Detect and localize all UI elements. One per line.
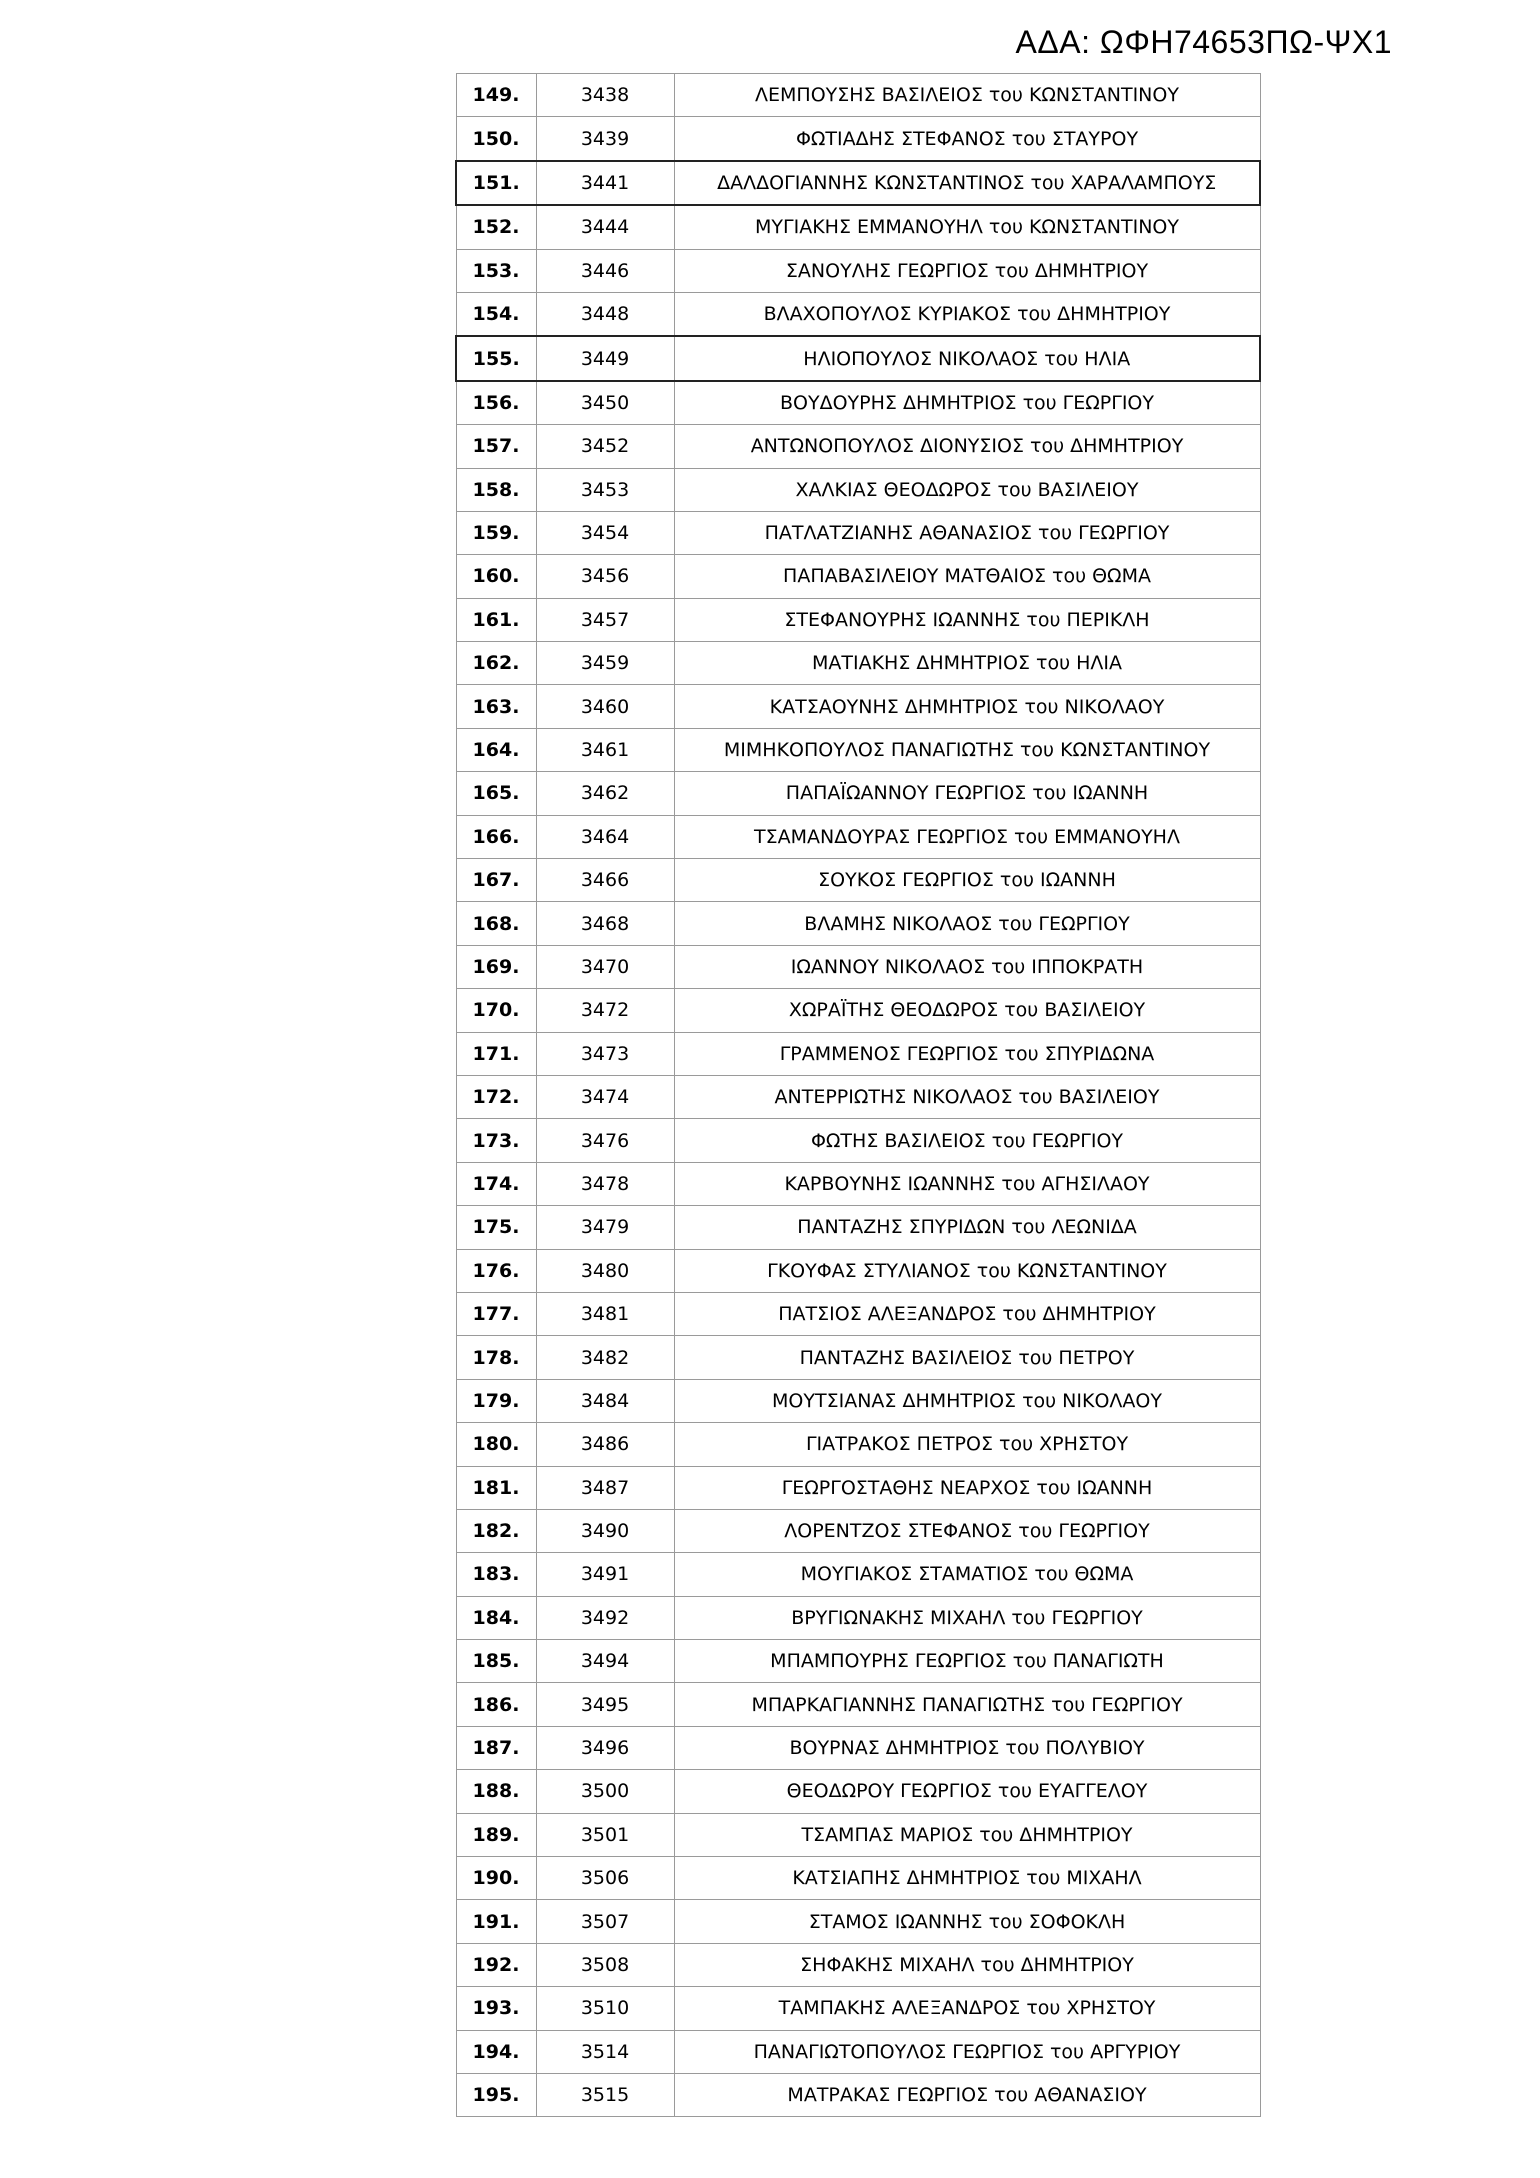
row-number: 178. (456, 1336, 536, 1379)
table-row (456, 1162, 1260, 1205)
row-name: ΣΤΑΜΟΣ ΙΩΑΝΝΗΣ του ΣΟΦΟΚΛΗ (674, 1900, 1260, 1943)
table-row (456, 425, 1260, 468)
row-code: 3456 (536, 555, 674, 598)
row-number: 163. (456, 685, 536, 728)
table-row (456, 1987, 1260, 2030)
row-name: ΠΑΤΣΙΟΣ ΑΛΕΞΑΝΔΡΟΣ του ΔΗΜΗΤΡΙΟΥ (674, 1292, 1260, 1335)
row-number: 171. (456, 1032, 536, 1075)
row-number: 154. (456, 292, 536, 336)
row-code: 3461 (536, 728, 674, 771)
row-code: 3495 (536, 1683, 674, 1726)
row-code: 3506 (536, 1857, 674, 1900)
row-name: ΤΑΜΠΑΚΗΣ ΑΛΕΞΑΝΔΡΟΣ του ΧΡΗΣΤΟΥ (674, 1987, 1260, 2030)
row-number: 181. (456, 1466, 536, 1509)
table-row (456, 1813, 1260, 1856)
row-name: ΒΛΑΜΗΣ ΝΙΚΟΛΑΟΣ του ΓΕΩΡΓΙΟΥ (674, 902, 1260, 945)
row-number: 188. (456, 1770, 536, 1813)
row-number: 173. (456, 1119, 536, 1162)
table-row (456, 1596, 1260, 1639)
row-name: ΙΩΑΝΝΟΥ ΝΙΚΟΛΑΟΣ του ΙΠΠΟΚΡΑΤΗ (674, 945, 1260, 988)
table-row (456, 336, 1260, 380)
ada-code: ΑΔΑ: ΩΦΗ74653ΠΩ-ΨΧ1 (1015, 24, 1392, 60)
table-row (456, 1075, 1260, 1118)
table-row (456, 1640, 1260, 1683)
table-row (456, 1119, 1260, 1162)
row-number: 156. (456, 381, 536, 425)
row-name: ΓΙΑΤΡΑΚΟΣ ΠΕΤΡΟΣ του ΧΡΗΣΤΟΥ (674, 1423, 1260, 1466)
table-row (456, 902, 1260, 945)
table-row (456, 1509, 1260, 1552)
row-code: 3507 (536, 1900, 674, 1943)
table-row (456, 468, 1260, 511)
row-code: 3476 (536, 1119, 674, 1162)
table-row (456, 205, 1260, 249)
row-name: ΒΛΑΧΟΠΟΥΛΟΣ ΚΥΡΙΑΚΟΣ του ΔΗΜΗΤΡΙΟΥ (674, 292, 1260, 336)
row-code: 3473 (536, 1032, 674, 1075)
row-name: ΚΑΤΣΑΟΥΝΗΣ ΔΗΜΗΤΡΙΟΣ του ΝΙΚΟΛΑΟΥ (674, 685, 1260, 728)
row-number: 158. (456, 468, 536, 511)
row-code: 3510 (536, 1987, 674, 2030)
row-number: 194. (456, 2030, 536, 2073)
row-number: 177. (456, 1292, 536, 1335)
row-code: 3466 (536, 859, 674, 902)
row-number: 186. (456, 1683, 536, 1726)
row-code: 3449 (536, 336, 674, 380)
row-code: 3484 (536, 1379, 674, 1422)
row-code: 3454 (536, 511, 674, 554)
row-number: 184. (456, 1596, 536, 1639)
row-code: 3439 (536, 117, 674, 161)
row-code: 3438 (536, 74, 674, 117)
row-code: 3514 (536, 2030, 674, 2073)
row-code: 3501 (536, 1813, 674, 1856)
row-name: ΧΑΛΚΙΑΣ ΘΕΟΔΩΡΟΣ του ΒΑΣΙΛΕΙΟΥ (674, 468, 1260, 511)
row-code: 3453 (536, 468, 674, 511)
table-row (456, 2030, 1260, 2073)
row-name: ΒΟΥΔΟΥΡΗΣ ΔΗΜΗΤΡΙΟΣ του ΓΕΩΡΓΙΟΥ (674, 381, 1260, 425)
row-name: ΠΑΠΑΪΩΑΝΝΟΥ ΓΕΩΡΓΙΟΣ του ΙΩΑΝΝΗ (674, 772, 1260, 815)
row-number: 159. (456, 511, 536, 554)
row-number: 192. (456, 1943, 536, 1986)
row-number: 179. (456, 1379, 536, 1422)
row-number: 160. (456, 555, 536, 598)
row-code: 3500 (536, 1770, 674, 1813)
table-row (456, 1379, 1260, 1422)
row-name: ΦΩΤΗΣ ΒΑΣΙΛΕΙΟΣ του ΓΕΩΡΓΙΟΥ (674, 1119, 1260, 1162)
table-row (456, 1249, 1260, 1292)
row-code: 3452 (536, 425, 674, 468)
row-name: ΜΑΤΡΑΚΑΣ ΓΕΩΡΓΙΟΣ του ΑΘΑΝΑΣΙΟΥ (674, 2073, 1260, 2116)
row-name: ΓΕΩΡΓΟΣΤΑΘΗΣ ΝΕΑΡΧΟΣ του ΙΩΑΝΝΗ (674, 1466, 1260, 1509)
table-row (456, 249, 1260, 292)
table-row (456, 1206, 1260, 1249)
table-row (456, 685, 1260, 728)
row-name: ΜΠΑΡΚΑΓΙΑΝΝΗΣ ΠΑΝΑΓΙΩΤΗΣ του ΓΕΩΡΓΙΟΥ (674, 1683, 1260, 1726)
table-row (456, 1292, 1260, 1335)
table-row (456, 1683, 1260, 1726)
row-code: 3462 (536, 772, 674, 815)
row-number: 170. (456, 989, 536, 1032)
row-name: ΧΩΡΑΪΤΗΣ ΘΕΟΔΩΡΟΣ του ΒΑΣΙΛΕΙΟΥ (674, 989, 1260, 1032)
table-row (456, 815, 1260, 858)
row-code: 3470 (536, 945, 674, 988)
roster-table (455, 73, 1261, 2117)
row-name: ΠΑΠΑΒΑΣΙΛΕΙΟΥ ΜΑΤΘΑΙΟΣ του ΘΩΜΑ (674, 555, 1260, 598)
row-name: ΚΑΤΣΙΑΠΗΣ ΔΗΜΗΤΡΙΟΣ του ΜΙΧΑΗΛ (674, 1857, 1260, 1900)
row-code: 3479 (536, 1206, 674, 1249)
row-code: 3446 (536, 249, 674, 292)
row-number: 182. (456, 1509, 536, 1552)
row-number: 169. (456, 945, 536, 988)
row-name: ΜΠΑΜΠΟΥΡΗΣ ΓΕΩΡΓΙΟΣ του ΠΑΝΑΓΙΩΤΗ (674, 1640, 1260, 1683)
row-code: 3481 (536, 1292, 674, 1335)
row-code: 3490 (536, 1509, 674, 1552)
row-name: ΠΑΝΤΑΖΗΣ ΣΠΥΡΙΔΩΝ του ΛΕΩΝΙΔΑ (674, 1206, 1260, 1249)
row-number: 193. (456, 1987, 536, 2030)
table-row (456, 859, 1260, 902)
row-number: 167. (456, 859, 536, 902)
table-row (456, 161, 1260, 205)
row-number: 153. (456, 249, 536, 292)
row-name: ΜΟΥΓΙΑΚΟΣ ΣΤΑΜΑΤΙΟΣ του ΘΩΜΑ (674, 1553, 1260, 1596)
row-name: ΜΙΜΗΚΟΠΟΥΛΟΣ ΠΑΝΑΓΙΩΤΗΣ του ΚΩΝΣΤΑΝΤΙΝΟΥ (674, 728, 1260, 771)
row-number: 176. (456, 1249, 536, 1292)
row-number: 168. (456, 902, 536, 945)
row-number: 162. (456, 642, 536, 685)
row-code: 3482 (536, 1336, 674, 1379)
row-name: ΜΟΥΤΣΙΑΝΑΣ ΔΗΜΗΤΡΙΟΣ του ΝΙΚΟΛΑΟΥ (674, 1379, 1260, 1422)
table-row (456, 74, 1260, 117)
row-number: 151. (456, 161, 536, 205)
row-code: 3480 (536, 1249, 674, 1292)
row-name: ΘΕΟΔΩΡΟΥ ΓΕΩΡΓΙΟΣ του ΕΥΑΓΓΕΛΟΥ (674, 1770, 1260, 1813)
row-name: ΜΥΓΙΑΚΗΣ ΕΜΜΑΝΟΥΗΛ του ΚΩΝΣΤΑΝΤΙΝΟΥ (674, 205, 1260, 249)
table-row (456, 772, 1260, 815)
row-code: 3492 (536, 1596, 674, 1639)
row-number: 150. (456, 117, 536, 161)
row-number: 183. (456, 1553, 536, 1596)
table-row (456, 117, 1260, 161)
table-row (456, 1423, 1260, 1466)
row-code: 3459 (536, 642, 674, 685)
row-code: 3444 (536, 205, 674, 249)
row-name: ΤΣΑΜΑΝΔΟΥΡΑΣ ΓΕΩΡΓΙΟΣ του ΕΜΜΑΝΟΥΗΛ (674, 815, 1260, 858)
row-number: 185. (456, 1640, 536, 1683)
table-row (456, 292, 1260, 336)
row-code: 3515 (536, 2073, 674, 2116)
row-number: 191. (456, 1900, 536, 1943)
row-number: 165. (456, 772, 536, 815)
row-name: ΣΗΦΑΚΗΣ ΜΙΧΑΗΛ του ΔΗΜΗΤΡΙΟΥ (674, 1943, 1260, 1986)
table-row (456, 728, 1260, 771)
row-number: 189. (456, 1813, 536, 1856)
table-row (456, 1032, 1260, 1075)
row-code: 3478 (536, 1162, 674, 1205)
row-code: 3457 (536, 598, 674, 641)
table-row (456, 1726, 1260, 1769)
row-code: 3474 (536, 1075, 674, 1118)
row-code: 3441 (536, 161, 674, 205)
row-name: ΣΑΝΟΥΛΗΣ ΓΕΩΡΓΙΟΣ του ΔΗΜΗΤΡΙΟΥ (674, 249, 1260, 292)
row-code: 3468 (536, 902, 674, 945)
row-name: ΠΑΝΤΑΖΗΣ ΒΑΣΙΛΕΙΟΣ του ΠΕΤΡΟΥ (674, 1336, 1260, 1379)
row-number: 190. (456, 1857, 536, 1900)
roster-body (456, 74, 1260, 2117)
row-code: 3496 (536, 1726, 674, 1769)
row-number: 174. (456, 1162, 536, 1205)
row-number: 172. (456, 1075, 536, 1118)
row-number: 157. (456, 425, 536, 468)
table-row (456, 1466, 1260, 1509)
row-number: 161. (456, 598, 536, 641)
row-name: ΒΟΥΡΝΑΣ ΔΗΜΗΤΡΙΟΣ του ΠΟΛΥΒΙΟΥ (674, 1726, 1260, 1769)
row-name: ΛΕΜΠΟΥΣΗΣ ΒΑΣΙΛΕΙΟΣ του ΚΩΝΣΤΑΝΤΙΝΟΥ (674, 74, 1260, 117)
row-code: 3487 (536, 1466, 674, 1509)
row-number: 152. (456, 205, 536, 249)
row-code: 3464 (536, 815, 674, 858)
table-row (456, 1553, 1260, 1596)
table-row (456, 1857, 1260, 1900)
row-number: 149. (456, 74, 536, 117)
table-row (456, 511, 1260, 554)
table-row (456, 945, 1260, 988)
table-row (456, 381, 1260, 425)
row-code: 3450 (536, 381, 674, 425)
row-name: ΤΣΑΜΠΑΣ ΜΑΡΙΟΣ του ΔΗΜΗΤΡΙΟΥ (674, 1813, 1260, 1856)
table-row (456, 1336, 1260, 1379)
row-name: ΔΑΛΔΟΓΙΑΝΝΗΣ ΚΩΝΣΤΑΝΤΙΝΟΣ του ΧΑΡΑΛΑΜΠΟΥΣ (674, 161, 1260, 205)
row-name: ΒΡΥΓΙΩΝΑΚΗΣ ΜΙΧΑΗΛ του ΓΕΩΡΓΙΟΥ (674, 1596, 1260, 1639)
row-code: 3486 (536, 1423, 674, 1466)
row-name: ΓΡΑΜΜΕΝΟΣ ΓΕΩΡΓΙΟΣ του ΣΠΥΡΙΔΩΝΑ (674, 1032, 1260, 1075)
row-code: 3448 (536, 292, 674, 336)
row-name: ΚΑΡΒΟΥΝΗΣ ΙΩΑΝΝΗΣ του ΑΓΗΣΙΛΑΟΥ (674, 1162, 1260, 1205)
row-code: 3491 (536, 1553, 674, 1596)
row-number: 175. (456, 1206, 536, 1249)
row-name: ΗΛΙΟΠΟΥΛΟΣ ΝΙΚΟΛΑΟΣ του ΗΛΙΑ (674, 336, 1260, 380)
table-row (456, 555, 1260, 598)
table-row (456, 642, 1260, 685)
row-number: 166. (456, 815, 536, 858)
row-name: ΠΑΤΛΑΤΖΙΑΝΗΣ ΑΘΑΝΑΣΙΟΣ του ΓΕΩΡΓΙΟΥ (674, 511, 1260, 554)
row-name: ΑΝΤΩΝΟΠΟΥΛΟΣ ΔΙΟΝΥΣΙΟΣ του ΔΗΜΗΤΡΙΟΥ (674, 425, 1260, 468)
table-row (456, 1943, 1260, 1986)
row-name: ΦΩΤΙΑΔΗΣ ΣΤΕΦΑΝΟΣ του ΣΤΑΥΡΟΥ (674, 117, 1260, 161)
table-row (456, 598, 1260, 641)
row-code: 3460 (536, 685, 674, 728)
table-row (456, 2073, 1260, 2116)
row-number: 155. (456, 336, 536, 380)
row-name: ΣΤΕΦΑΝΟΥΡΗΣ ΙΩΑΝΝΗΣ του ΠΕΡΙΚΛΗ (674, 598, 1260, 641)
row-name: ΑΝΤΕΡΡΙΩΤΗΣ ΝΙΚΟΛΑΟΣ του ΒΑΣΙΛΕΙΟΥ (674, 1075, 1260, 1118)
row-name: ΓΚΟΥΦΑΣ ΣΤΥΛΙΑΝΟΣ του ΚΩΝΣΤΑΝΤΙΝΟΥ (674, 1249, 1260, 1292)
row-name: ΠΑΝΑΓΙΩΤΟΠΟΥΛΟΣ ΓΕΩΡΓΙΟΣ του ΑΡΓΥΡΙΟΥ (674, 2030, 1260, 2073)
row-name: ΛΟΡΕΝΤΖΟΣ ΣΤΕΦΑΝΟΣ του ΓΕΩΡΓΙΟΥ (674, 1509, 1260, 1552)
row-code: 3472 (536, 989, 674, 1032)
row-number: 164. (456, 728, 536, 771)
row-name: ΣΟΥΚΟΣ ΓΕΩΡΓΙΟΣ του ΙΩΑΝΝΗ (674, 859, 1260, 902)
row-code: 3494 (536, 1640, 674, 1683)
table-row (456, 1900, 1260, 1943)
row-number: 195. (456, 2073, 536, 2116)
row-code: 3508 (536, 1943, 674, 1986)
row-name: ΜΑΤΙΑΚΗΣ ΔΗΜΗΤΡΙΟΣ του ΗΛΙΑ (674, 642, 1260, 685)
row-number: 180. (456, 1423, 536, 1466)
row-number: 187. (456, 1726, 536, 1769)
table-row (456, 1770, 1260, 1813)
table-row (456, 989, 1260, 1032)
